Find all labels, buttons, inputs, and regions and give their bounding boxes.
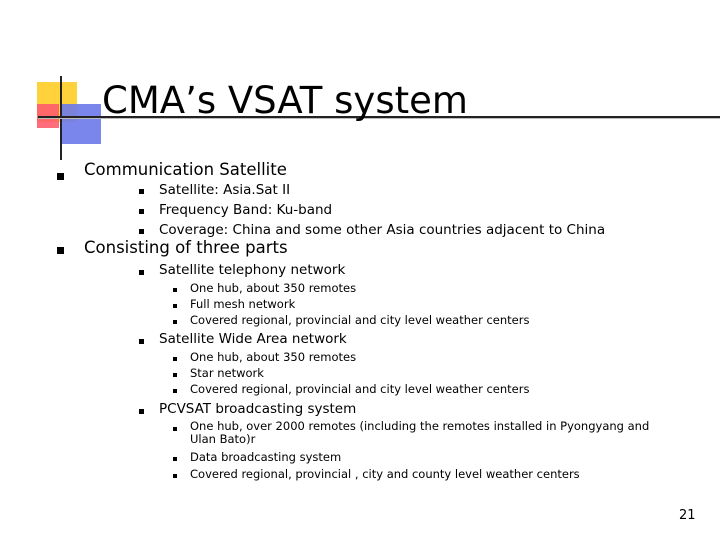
- bullet-icon: [139, 209, 144, 214]
- bullet-icon: [139, 270, 144, 275]
- logo-square-blue: [61, 104, 101, 144]
- list-item: One hub, over 2000 remotes (including the remotes installed in Pyongyang and: [190, 419, 650, 433]
- page-title: CMA’s VSAT system: [102, 79, 468, 122]
- page-number: 21: [679, 508, 696, 523]
- list-item: Full mesh network: [190, 297, 296, 311]
- part-label-telephony: Satellite telephony network: [159, 262, 346, 278]
- bullet-icon: [139, 229, 144, 234]
- bullet-icon: [173, 427, 177, 431]
- bullet-icon: [173, 304, 177, 308]
- bullet-icon: [57, 247, 64, 254]
- part-label-wan: Satellite Wide Area network: [159, 331, 347, 347]
- bullet-icon: [173, 474, 177, 478]
- list-item: Data broadcasting system: [190, 450, 342, 464]
- heading-consisting-parts: Consisting of three parts: [84, 238, 288, 257]
- bullet-icon: [173, 320, 177, 324]
- list-item: Satellite: Asia.Sat II: [159, 182, 291, 198]
- list-item: Covered regional, provincial and city level weather centers: [190, 313, 530, 327]
- bullet-icon: [173, 357, 177, 361]
- bullet-icon: [139, 409, 144, 414]
- list-item: Frequency Band: Ku-band: [159, 202, 333, 218]
- bullet-icon: [139, 189, 144, 194]
- list-item: Coverage: China and some other Asia countries adjacent to China: [159, 222, 606, 238]
- bullet-icon: [139, 339, 144, 344]
- bullet-icon: [173, 389, 177, 393]
- part-label-pcvsat: PCVSAT broadcasting system: [159, 401, 357, 417]
- bullet-icon: [173, 373, 177, 377]
- bullet-icon: [173, 288, 177, 292]
- list-item: Covered regional, provincial and city level weather centers: [190, 382, 530, 396]
- list-item: One hub, about 350 remotes: [190, 350, 357, 364]
- bullet-icon: [173, 457, 177, 461]
- bullet-icon: [57, 173, 64, 180]
- list-item: Covered regional, provincial , city and county level weather centers: [190, 467, 580, 481]
- list-item: Star network: [190, 366, 264, 380]
- heading-communication-satellite: Communication Satellite: [84, 160, 287, 179]
- list-item-continuation: Ulan Bato)r: [190, 432, 256, 446]
- list-item: One hub, about 350 remotes: [190, 281, 357, 295]
